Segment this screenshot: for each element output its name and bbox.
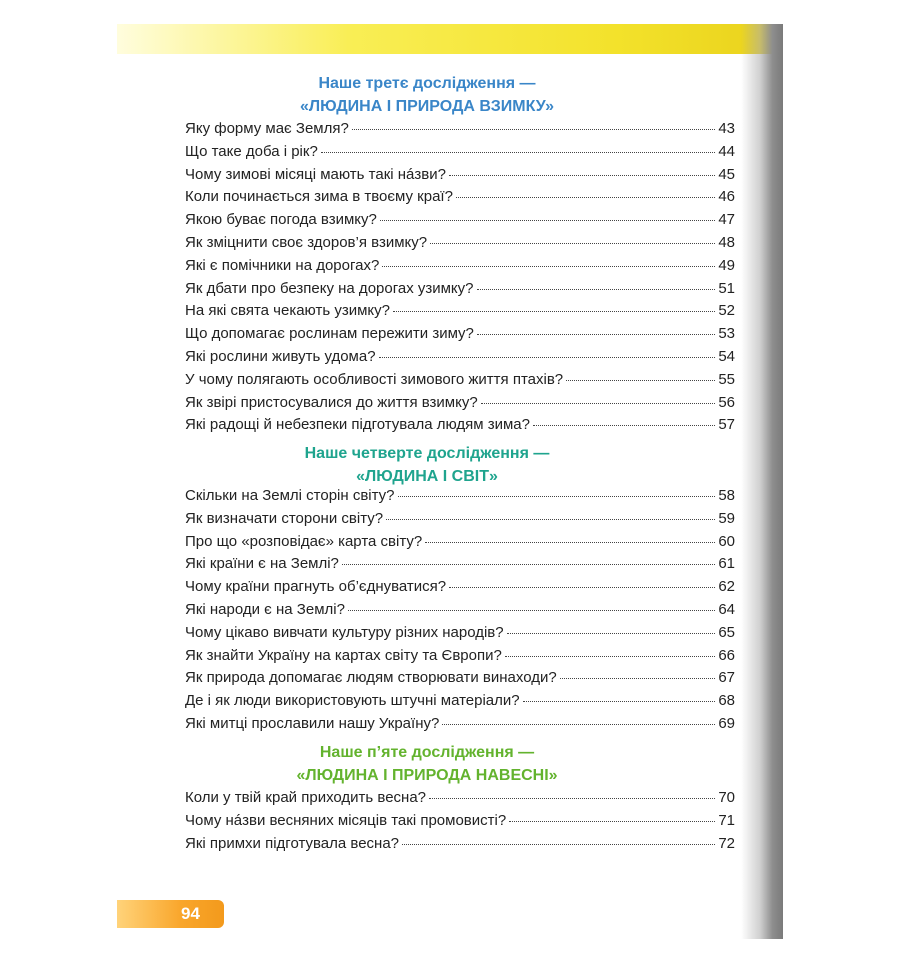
toc-entry-page-number: 62 bbox=[718, 578, 735, 596]
toc-entry-page-number: 55 bbox=[718, 370, 735, 388]
dot-leader bbox=[402, 844, 715, 845]
toc-entry-title: Чому зимові місяці мають такі нáзви? bbox=[185, 165, 446, 183]
page-number-badge bbox=[117, 900, 224, 928]
toc-entry[interactable] bbox=[185, 234, 735, 257]
toc-entry-page-number: 49 bbox=[718, 256, 735, 274]
dot-leader bbox=[425, 542, 715, 543]
dot-leader bbox=[380, 220, 715, 221]
toc-entry-title: Коли у твій край приходить весна? bbox=[185, 789, 427, 806]
toc-entry-title: Чому нáзви весняних місяців такі промовисті? bbox=[185, 811, 507, 829]
toc-entry[interactable] bbox=[185, 692, 735, 715]
toc-entry-page-number: 65 bbox=[718, 623, 735, 641]
toc-entry[interactable] bbox=[185, 166, 735, 189]
toc-entry-page-number: 69 bbox=[718, 714, 735, 732]
toc-entry-page-number: 59 bbox=[718, 509, 735, 527]
section-3-title-line2: «ЛЮДИНА І ПРИРОДА ВЗИМКУ» bbox=[300, 98, 554, 115]
toc-entry-page-number: 54 bbox=[718, 347, 735, 365]
toc-entry[interactable] bbox=[185, 555, 735, 578]
dot-leader bbox=[456, 197, 715, 198]
dot-leader bbox=[430, 243, 715, 244]
dot-leader bbox=[342, 564, 715, 565]
book-page bbox=[117, 24, 783, 939]
toc-entry-title: Про що «розповідає» карта світу? bbox=[185, 532, 423, 550]
toc-entry[interactable] bbox=[185, 394, 735, 417]
page-number: 94 bbox=[181, 904, 200, 923]
toc-entry[interactable] bbox=[185, 647, 735, 670]
dot-leader bbox=[429, 798, 715, 799]
toc-entry[interactable] bbox=[185, 416, 735, 439]
toc-entry-page-number: 56 bbox=[718, 393, 735, 411]
toc-entry-title: Яку форму має Земля? bbox=[185, 120, 349, 137]
section-5-toc-list bbox=[185, 789, 735, 857]
dot-leader bbox=[321, 152, 716, 153]
toc-entry-title: Як дбати про безпеку на дорогах узимку? bbox=[185, 279, 474, 297]
toc-entry-title: Як звірі пристосувалися до життя взимку? bbox=[185, 393, 478, 411]
dot-leader bbox=[507, 633, 716, 634]
toc-entry-title: Якою буває погода взимку? bbox=[185, 211, 377, 229]
toc-entry[interactable] bbox=[185, 510, 735, 533]
dot-leader bbox=[379, 357, 716, 358]
dot-leader bbox=[352, 129, 715, 130]
dot-leader bbox=[481, 403, 716, 404]
toc-entry-title: Які рослини живуть удома? bbox=[185, 347, 376, 365]
dot-leader bbox=[477, 289, 716, 290]
toc-entry-title: Чому цікаво вивчати культуру різних народів? bbox=[185, 623, 504, 641]
toc-entry-page-number: 72 bbox=[718, 834, 735, 852]
toc-entry[interactable] bbox=[185, 257, 735, 280]
toc-entry-title: Як зміцнити своє здоров’я взимку? bbox=[185, 233, 428, 251]
dot-leader bbox=[505, 656, 715, 657]
toc-entry-page-number: 52 bbox=[718, 302, 735, 320]
toc-entry-page-number: 64 bbox=[718, 600, 735, 618]
dot-leader bbox=[398, 496, 716, 497]
toc-entry-title: Коли починається зима в твоєму краї? bbox=[185, 188, 453, 206]
toc-entry[interactable] bbox=[185, 624, 735, 647]
toc-entry[interactable] bbox=[185, 715, 735, 738]
section-5-title bbox=[117, 741, 737, 787]
toc-entry-page-number: 57 bbox=[718, 416, 735, 434]
toc-entry[interactable] bbox=[185, 211, 735, 234]
toc-entry-title: Що таке доба і рік? bbox=[185, 142, 318, 160]
dot-leader bbox=[509, 821, 715, 822]
toc-entry-title: Які примхи підготувала весна? bbox=[185, 834, 400, 852]
toc-entry-page-number: 71 bbox=[718, 811, 735, 829]
dot-leader bbox=[523, 701, 716, 702]
toc-entry-page-number: 70 bbox=[718, 789, 735, 806]
toc-entry-title: Які країни є на Землі? bbox=[185, 555, 339, 573]
section-4-title-line1: Наше четверте дослідження — bbox=[304, 445, 550, 462]
toc-entry-page-number: 45 bbox=[718, 165, 735, 183]
dot-leader bbox=[533, 425, 715, 426]
toc-entry-page-number: 66 bbox=[718, 646, 735, 664]
toc-entry-page-number: 61 bbox=[718, 555, 735, 573]
toc-entry-title: Які митці прославили нашу Україну? bbox=[185, 714, 440, 732]
toc-entry-title: Які радощі й небезпеки підготувала людям зима? bbox=[185, 416, 530, 434]
toc-entry[interactable] bbox=[185, 487, 735, 510]
section-5-title-line1: Наше п’яте дослідження — bbox=[319, 744, 535, 761]
toc-entry[interactable] bbox=[185, 578, 735, 601]
toc-entry-page-number: 67 bbox=[718, 669, 735, 687]
spine-shadow bbox=[741, 24, 783, 939]
toc-entry-page-number: 48 bbox=[718, 233, 735, 251]
toc-entry[interactable] bbox=[185, 325, 735, 348]
toc-entry-page-number: 43 bbox=[718, 120, 735, 137]
toc-entry-title: Які є помічники на дорогах? bbox=[185, 256, 380, 274]
toc-entry-page-number: 60 bbox=[718, 532, 735, 550]
toc-entry[interactable] bbox=[185, 302, 735, 325]
toc-entry-title: Як знайти Україну на картах світу та Європи? bbox=[185, 646, 502, 664]
toc-entry-page-number: 47 bbox=[718, 211, 735, 229]
toc-entry-title: Що допомагає рослинам пережити зиму? bbox=[185, 325, 474, 343]
toc-entry-page-number: 44 bbox=[718, 142, 735, 160]
dot-leader bbox=[393, 311, 715, 312]
dot-leader bbox=[477, 334, 715, 335]
toc-entry-page-number: 53 bbox=[718, 325, 735, 343]
toc-entry-title: Чому країни прагнуть об’єднуватися? bbox=[185, 578, 447, 596]
dot-leader bbox=[382, 266, 715, 267]
toc-entry[interactable] bbox=[185, 371, 735, 394]
toc-entry[interactable] bbox=[185, 143, 735, 166]
dot-leader bbox=[442, 724, 715, 725]
toc-entry-title: Як визначати сторони світу? bbox=[185, 509, 384, 527]
dot-leader bbox=[449, 175, 715, 176]
toc-entry-title: Які народи є на Землі? bbox=[185, 600, 345, 618]
toc-entry-page-number: 51 bbox=[718, 279, 735, 297]
toc-entry-page-number: 58 bbox=[718, 487, 735, 504]
toc-entry-title: На які свята чекають узимку? bbox=[185, 302, 390, 320]
section-4-toc-list bbox=[185, 487, 735, 738]
section-4-title-line2: «ЛЮДИНА І СВІТ» bbox=[356, 468, 498, 485]
dot-leader bbox=[449, 587, 715, 588]
toc-entry-title: Де і як люди використовують штучні матеріали? bbox=[185, 692, 520, 710]
toc-entry[interactable] bbox=[185, 601, 735, 624]
section-4-title bbox=[117, 442, 737, 488]
top-color-band bbox=[117, 24, 783, 54]
section-3-title bbox=[117, 72, 737, 118]
toc-entry[interactable] bbox=[185, 120, 735, 143]
toc-entry[interactable] bbox=[185, 812, 735, 835]
toc-entry-title: Як природа допомагає людям створювати винаходи? bbox=[185, 669, 557, 687]
toc-entry-page-number: 68 bbox=[718, 692, 735, 710]
toc-entry[interactable] bbox=[185, 348, 735, 371]
toc-entry[interactable] bbox=[185, 280, 735, 303]
section-5-title-line2: «ЛЮДИНА І ПРИРОДА НАВЕСНІ» bbox=[296, 767, 558, 784]
dot-leader bbox=[560, 678, 716, 679]
section-3-toc-list bbox=[185, 120, 735, 439]
toc-entry[interactable] bbox=[185, 789, 735, 812]
toc-entry[interactable] bbox=[185, 669, 735, 692]
dot-leader bbox=[348, 610, 715, 611]
toc-entry-title: У чому полягають особливості зимового життя птахів? bbox=[185, 370, 564, 388]
toc-entry[interactable] bbox=[185, 188, 735, 211]
toc-entry[interactable] bbox=[185, 533, 735, 556]
toc-entry-title: Скільки на Землі сторін світу? bbox=[185, 487, 395, 504]
toc-entry[interactable] bbox=[185, 835, 735, 858]
toc-entry-page-number: 46 bbox=[718, 188, 735, 206]
dot-leader bbox=[566, 380, 715, 381]
section-3-title-line1: Наше третє дослідження — bbox=[318, 75, 536, 92]
dot-leader bbox=[386, 519, 715, 520]
